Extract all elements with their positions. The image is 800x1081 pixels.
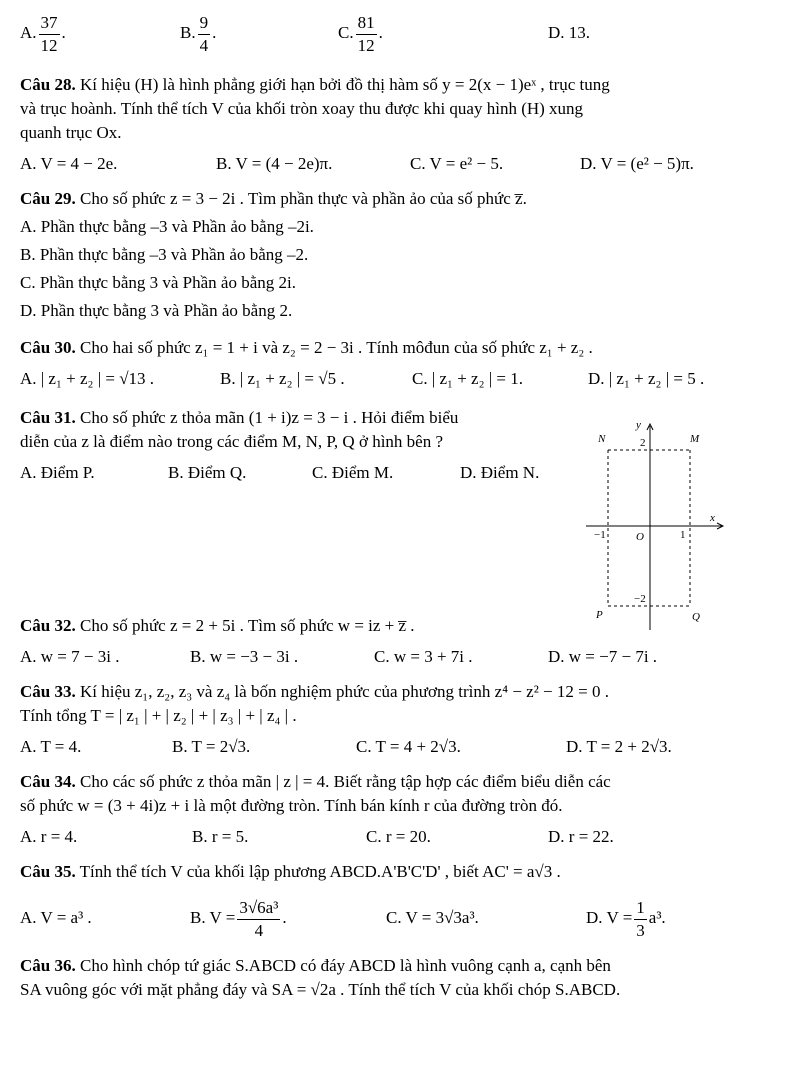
q28-option-b: B. V = (4 − 2e)π.	[216, 154, 333, 173]
q28-option-c: C. V = e² − 5.	[410, 154, 504, 173]
question-35	[20, 860, 780, 945]
q31-option-d: D. Điểm N.	[460, 463, 540, 482]
q28-options	[20, 152, 780, 178]
tick-y-neg: −2	[634, 593, 646, 605]
q31-text: Cho số phức z thỏa mãn (1 + i)z = 3 − i . Hỏi điểm biểu	[75, 408, 459, 427]
q30-option-d: D. | z₁ + z₂ | = 5 .	[588, 369, 705, 388]
q35-option-d: D. V = $\frac{1}{3}$ a³.	[586, 897, 666, 940]
point-p-label: P	[596, 609, 603, 621]
point-m-label: M	[690, 433, 700, 445]
q35-option-c: C. V = 3√3a³.	[386, 908, 479, 927]
question-36	[20, 954, 780, 1002]
q32-options	[20, 645, 780, 671]
q27-option-a: A. $\frac{37}{12}$ .	[20, 12, 66, 55]
y-axis-label: y	[636, 419, 641, 431]
q33-option-a: A. T = 4.	[20, 737, 82, 756]
origin-label: O	[636, 531, 644, 543]
question-29	[20, 187, 780, 323]
q36-number: Câu 36.	[20, 956, 76, 975]
q31-option-a: A. Điểm P.	[20, 463, 95, 482]
q30-options	[20, 367, 780, 393]
q31-text-line2: diễn của z là điểm nào trong các điểm M, N, P, Q ở hình bên ?	[20, 432, 444, 451]
q33-text-line2: Tính tổng T = | z₁ | + | z₂ | + | z₃ | + | z₄ | .	[20, 706, 297, 725]
q33-option-c: C. T = 4 + 2√3.	[356, 737, 461, 756]
question-33	[20, 680, 780, 761]
q32-number: Câu 32.	[20, 616, 76, 635]
q28-option-d: D. V = (e² − 5)π.	[580, 154, 694, 173]
q35-option-a: A. V = a³ .	[20, 908, 92, 927]
q34-options	[20, 825, 780, 851]
q31-number: Câu 31.	[20, 408, 76, 427]
q28-text-line3: quanh trục Ox.	[20, 123, 122, 142]
q29-option-d: D. Phần thực bằng 3 và Phần ảo bằng 2.	[20, 301, 293, 320]
q30-option-b: B. | z₁ + z₂ | = √5 .	[220, 369, 345, 388]
x-axis-label: x	[710, 512, 715, 524]
q34-text: Cho các số phức z thỏa mãn | z | = 4. Biết rằng tập hợp các điểm biểu diễn các	[75, 772, 611, 791]
q29-option-c: C. Phần thực bằng 3 và Phần ảo bằng 2i.	[20, 273, 296, 292]
question-30	[20, 336, 780, 393]
q33-option-d: D. T = 2 + 2√3.	[566, 737, 672, 756]
q33-options	[20, 735, 780, 761]
q32-option-c: C. w = 3 + 7i .	[374, 647, 473, 666]
q30-option-a: A. | z₁ + z₂ | = √13 .	[20, 369, 155, 388]
question-34	[20, 770, 780, 851]
q29-text: Cho số phức z = 3 − 2i . Tìm phần thực và phần ảo của số phức z̅.	[75, 189, 527, 208]
q34-option-c: C. r = 20.	[366, 827, 431, 846]
q29-option-a: A. Phần thực bằng –3 và Phần ảo bằng –2i.	[20, 217, 314, 236]
q35-option-b: B. V = $\frac{\text{3√6a³}}{4}$ .	[190, 897, 287, 940]
q35-number: Câu 35.	[20, 862, 76, 881]
q32-option-b: B. w = −3 − 3i .	[190, 647, 299, 666]
q27-option-b: B. $\frac{9}{4}$ .	[180, 12, 217, 55]
q31-options	[20, 461, 570, 487]
q35-options	[20, 891, 780, 945]
tick-y-pos: 2	[640, 437, 646, 449]
q31-coordinate-diagram	[572, 416, 732, 632]
q33-number: Câu 33.	[20, 682, 76, 701]
tick-x-pos: 1	[680, 529, 686, 541]
q32-option-a: A. w = 7 − 3i .	[20, 647, 120, 666]
q29-number: Câu 29.	[20, 189, 76, 208]
q29-option-b: B. Phần thực bằng –3 và Phần ảo bằng –2.	[20, 245, 309, 264]
q33-text: Kí hiệu z₁, z₂, z₃ và z₄ là bốn nghiệm phức của phương trình z⁴ − z² − 12 = 0 .	[75, 682, 609, 701]
q33-option-b: B. T = 2√3.	[172, 737, 251, 756]
q28-option-a: A. V = 4 − 2e.	[20, 154, 118, 173]
q32-option-d: D. w = −7 − 7i .	[548, 647, 658, 666]
q34-option-a: A. r = 4.	[20, 827, 78, 846]
q31-option-b: B. Điểm Q.	[168, 463, 247, 482]
q30-text: Cho hai số phức z₁ = 1 + i và z₂ = 2 − 3i . Tính môđun của số phức z₁ + z₂ .	[75, 338, 593, 357]
q27-options	[20, 6, 780, 60]
q32-text: Cho số phức z = 2 + 5i . Tìm số phức w = iz + z̅ .	[75, 616, 415, 635]
q34-text-line2: số phức w = (3 + 4i)z + i là một đường tròn. Tính bán kính r của đường tròn đó.	[20, 796, 563, 815]
q28-text-line2: và trục hoành. Tính thể tích V của khối tròn xoay thu được khi quay hình (H) xung	[20, 99, 584, 118]
q30-number: Câu 30.	[20, 338, 76, 357]
q31-option-c: C. Điểm M.	[312, 463, 394, 482]
tick-x-neg: −1	[594, 529, 606, 541]
question-28	[20, 73, 780, 178]
q27-option-d: D. 13.	[548, 23, 591, 42]
q36-text-line2: SA vuông góc với mặt phẳng đáy và SA = √2a . Tính thể tích V của khối chóp S.ABCD.	[20, 980, 621, 999]
q34-number: Câu 34.	[20, 772, 76, 791]
q27-option-c: C. $\frac{81}{12}$ .	[338, 12, 383, 55]
q35-text: Tính thể tích V của khối lập phương ABCD.A'B'C'D' , biết AC' = a√3 .	[75, 862, 561, 881]
question-31	[20, 406, 570, 614]
q28-number: Câu 28.	[20, 75, 76, 94]
q34-option-d: D. r = 22.	[548, 827, 614, 846]
q28-text: Kí hiệu (H) là hình phẳng giới hạn bởi đồ thị hàm số y = 2(x − 1)eˣ , trục tung	[75, 75, 610, 94]
q36-text: Cho hình chóp tứ giác S.ABCD có đáy ABCD là hình vuông cạnh a, cạnh bên	[75, 956, 611, 975]
point-n-label: N	[598, 433, 606, 445]
point-q-label: Q	[692, 611, 700, 623]
q30-option-c: C. | z₁ + z₂ | = 1.	[412, 369, 524, 388]
q34-option-b: B. r = 5.	[192, 827, 249, 846]
